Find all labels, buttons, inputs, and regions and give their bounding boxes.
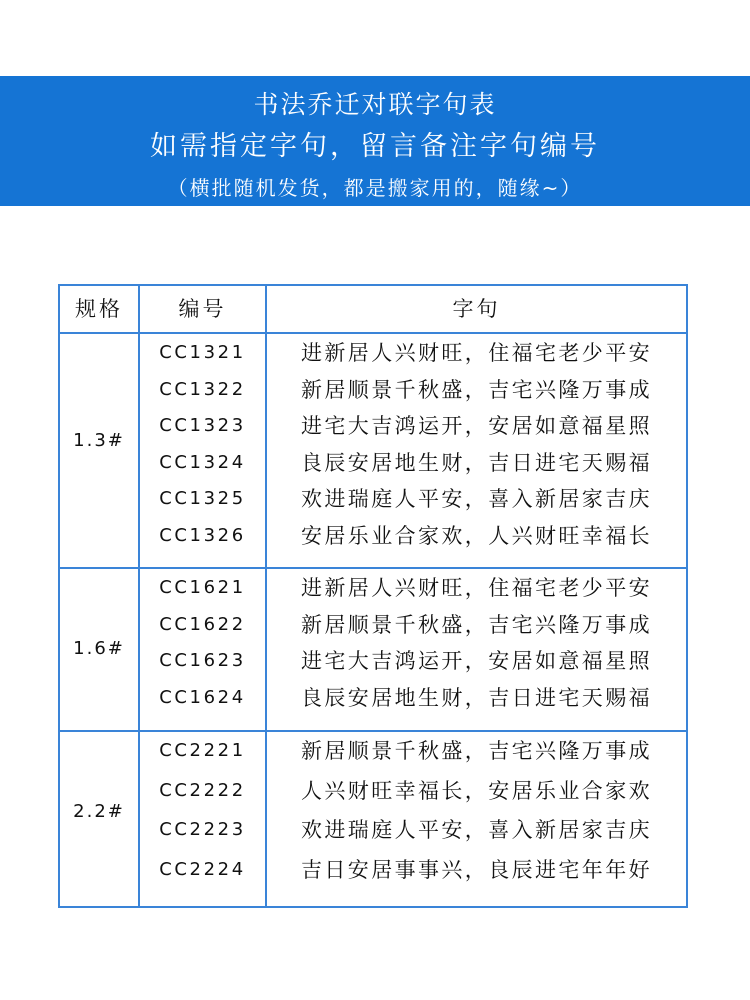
- size-label: 1.6#: [73, 638, 125, 659]
- row-phrase: 安居乐业合家欢，人兴财旺幸福长: [301, 523, 652, 548]
- row-phrase: 新居顺景千秋盛，吉宅兴隆万事成: [301, 739, 652, 763]
- row-code: CC1624: [159, 686, 246, 708]
- header-divider: [60, 332, 686, 334]
- row-code: CC1322: [159, 378, 246, 400]
- row-code: CC1325: [159, 488, 246, 509]
- group-divider-1: [60, 567, 686, 569]
- row-phrase: 欢进瑞庭人平安，喜入新居家吉庆: [301, 818, 652, 842]
- row-phrase: 进宅大吉鸿运开，安居如意福星照: [301, 649, 652, 673]
- row-code: CC1623: [159, 650, 246, 671]
- row-phrase: 新居顺景千秋盛，吉宅兴隆万事成: [301, 612, 652, 637]
- banner-note: （横批随机发货，都是搬家用的，随缘~）: [167, 176, 583, 200]
- row-code: CC2223: [159, 819, 246, 840]
- row-phrase: 进新居人兴财旺，住福宅老少平安: [301, 341, 652, 365]
- row-code: CC1321: [159, 342, 246, 363]
- row-phrase: 进新居人兴财旺，住福宅老少平安: [301, 576, 652, 600]
- banner-title: 书法乔迁对联字句表: [253, 90, 497, 119]
- row-phrase: 欢进瑞庭人平安，喜入新居家吉庆: [301, 487, 652, 511]
- size-label: 1.3#: [73, 430, 125, 451]
- row-code: CC1622: [159, 613, 246, 635]
- row-code: CC2222: [159, 779, 246, 801]
- phrase-table: [58, 284, 688, 908]
- row-code: CC1326: [159, 524, 246, 546]
- title-banner: [0, 76, 750, 206]
- header-size: 规格: [75, 297, 123, 321]
- header-code: 编号: [178, 297, 227, 321]
- banner-instruction: 如需指定字句，留言备注字句编号: [150, 131, 600, 162]
- row-code: CC1324: [159, 451, 246, 473]
- row-phrase: 良辰安居地生财，吉日进宅天赐福: [301, 685, 652, 710]
- group-divider-2: [60, 730, 686, 732]
- row-phrase: 进宅大吉鸿运开，安居如意福星照: [301, 414, 652, 438]
- row-code: CC1621: [159, 577, 246, 598]
- row-code: CC1323: [159, 415, 246, 436]
- row-code: CC2221: [159, 740, 246, 761]
- row-phrase: 良辰安居地生财，吉日进宅天赐福: [301, 450, 652, 475]
- row-code: CC2224: [159, 858, 246, 880]
- row-phrase: 人兴财旺幸福长，安居乐业合家欢: [301, 778, 652, 803]
- size-label: 2.2#: [73, 801, 125, 822]
- header-phrase: 字句: [452, 297, 501, 321]
- row-phrase: 新居顺景千秋盛，吉宅兴隆万事成: [301, 377, 652, 402]
- row-phrase: 吉日安居事事兴，良辰进宅年年好: [301, 857, 652, 882]
